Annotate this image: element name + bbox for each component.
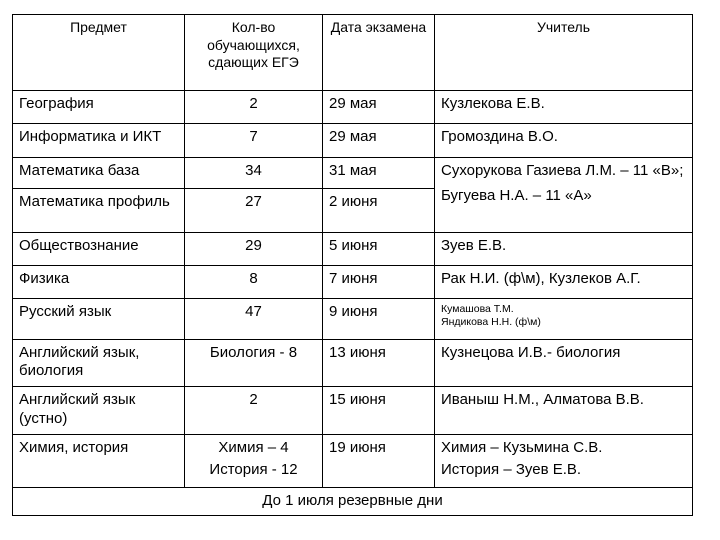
date-cell: 13 июня xyxy=(323,339,435,386)
count-line: Химия – 4 xyxy=(218,438,289,456)
teacher-cell xyxy=(435,298,693,339)
teacher-cell: Рак Н.И. (ф\м), Кузлеков А.Г. xyxy=(435,266,693,299)
count-cell: 8 xyxy=(185,266,323,299)
teacher-cell: Кузнецова И.В.- биология xyxy=(435,339,693,386)
teacher-cell xyxy=(435,434,693,487)
table-row xyxy=(13,266,693,299)
header-count: Кол-во обучающихся, сдающих ЕГЭ xyxy=(185,15,323,91)
count-cell xyxy=(185,434,323,487)
teacher-line: Химия – Кузьмина С.В. xyxy=(441,438,603,456)
count-cell: 7 xyxy=(185,124,323,158)
teacher-line: Яндикова Н.Н. (ф\м) xyxy=(441,315,541,328)
date-cell: 19 июня xyxy=(323,434,435,487)
table-row xyxy=(13,434,693,487)
date-cell: 7 июня xyxy=(323,266,435,299)
date-cell: 31 мая xyxy=(323,157,435,188)
date-cell: 9 июня xyxy=(323,298,435,339)
header-subject: Предмет xyxy=(13,15,185,91)
count-cell: Биология - 8 xyxy=(185,339,323,386)
subject-cell: Химия, история xyxy=(13,434,185,487)
teacher-line: Сухорукова Газиева Л.М. – 11 «В»; xyxy=(441,161,684,179)
subject-cell: Информатика и ИКТ xyxy=(13,124,185,158)
exam-schedule-table xyxy=(12,14,693,516)
date-cell: 5 июня xyxy=(323,233,435,266)
footer-row xyxy=(13,487,693,515)
count-cell: 2 xyxy=(185,90,323,124)
teacher-line: История – Зуев Е.В. xyxy=(441,461,582,479)
table-row xyxy=(13,339,693,386)
table-row xyxy=(13,298,693,339)
date-cell: 2 июня xyxy=(323,188,435,233)
count-cell: 47 xyxy=(185,298,323,339)
subject-cell: Русский язык xyxy=(13,298,185,339)
table-row xyxy=(13,157,693,188)
subject-cell: Математика профиль xyxy=(13,188,185,233)
table-row xyxy=(13,124,693,158)
teacher-cell: Зуев Е.В. xyxy=(435,233,693,266)
header-row xyxy=(13,15,693,91)
date-cell: 29 мая xyxy=(323,90,435,124)
reserve-days-note: До 1 июля резервные дни xyxy=(13,487,693,515)
count-cell: 34 xyxy=(185,157,323,188)
teacher-cell-merged xyxy=(435,157,693,233)
subject-cell: Математика база xyxy=(13,157,185,188)
subject-cell: Английский язык (устно) xyxy=(13,387,185,434)
date-cell: 29 мая xyxy=(323,124,435,158)
table-row xyxy=(13,387,693,434)
header-teacher: Учитель xyxy=(435,15,693,91)
table-row xyxy=(13,90,693,124)
subject-cell: Английский язык, биология xyxy=(13,339,185,386)
count-cell: 2 xyxy=(185,387,323,434)
table-row xyxy=(13,233,693,266)
teacher-cell: Кузлекова Е.В. xyxy=(435,90,693,124)
subject-cell: Физика xyxy=(13,266,185,299)
count-cell: 29 xyxy=(185,233,323,266)
subject-cell: Обществознание xyxy=(13,233,185,266)
count-line: История - 12 xyxy=(209,461,298,479)
teacher-cell: Иваныш Н.М., Алматова В.В. xyxy=(435,387,693,434)
teacher-cell: Громоздина В.О. xyxy=(435,124,693,158)
teacher-line: Бугуева Н.А. – 11 «А» xyxy=(441,186,592,204)
count-cell: 27 xyxy=(185,188,323,233)
date-cell: 15 июня xyxy=(323,387,435,434)
header-date: Дата экзамена xyxy=(323,15,435,91)
teacher-line: Кумашова Т.М. xyxy=(441,302,514,315)
subject-cell: География xyxy=(13,90,185,124)
